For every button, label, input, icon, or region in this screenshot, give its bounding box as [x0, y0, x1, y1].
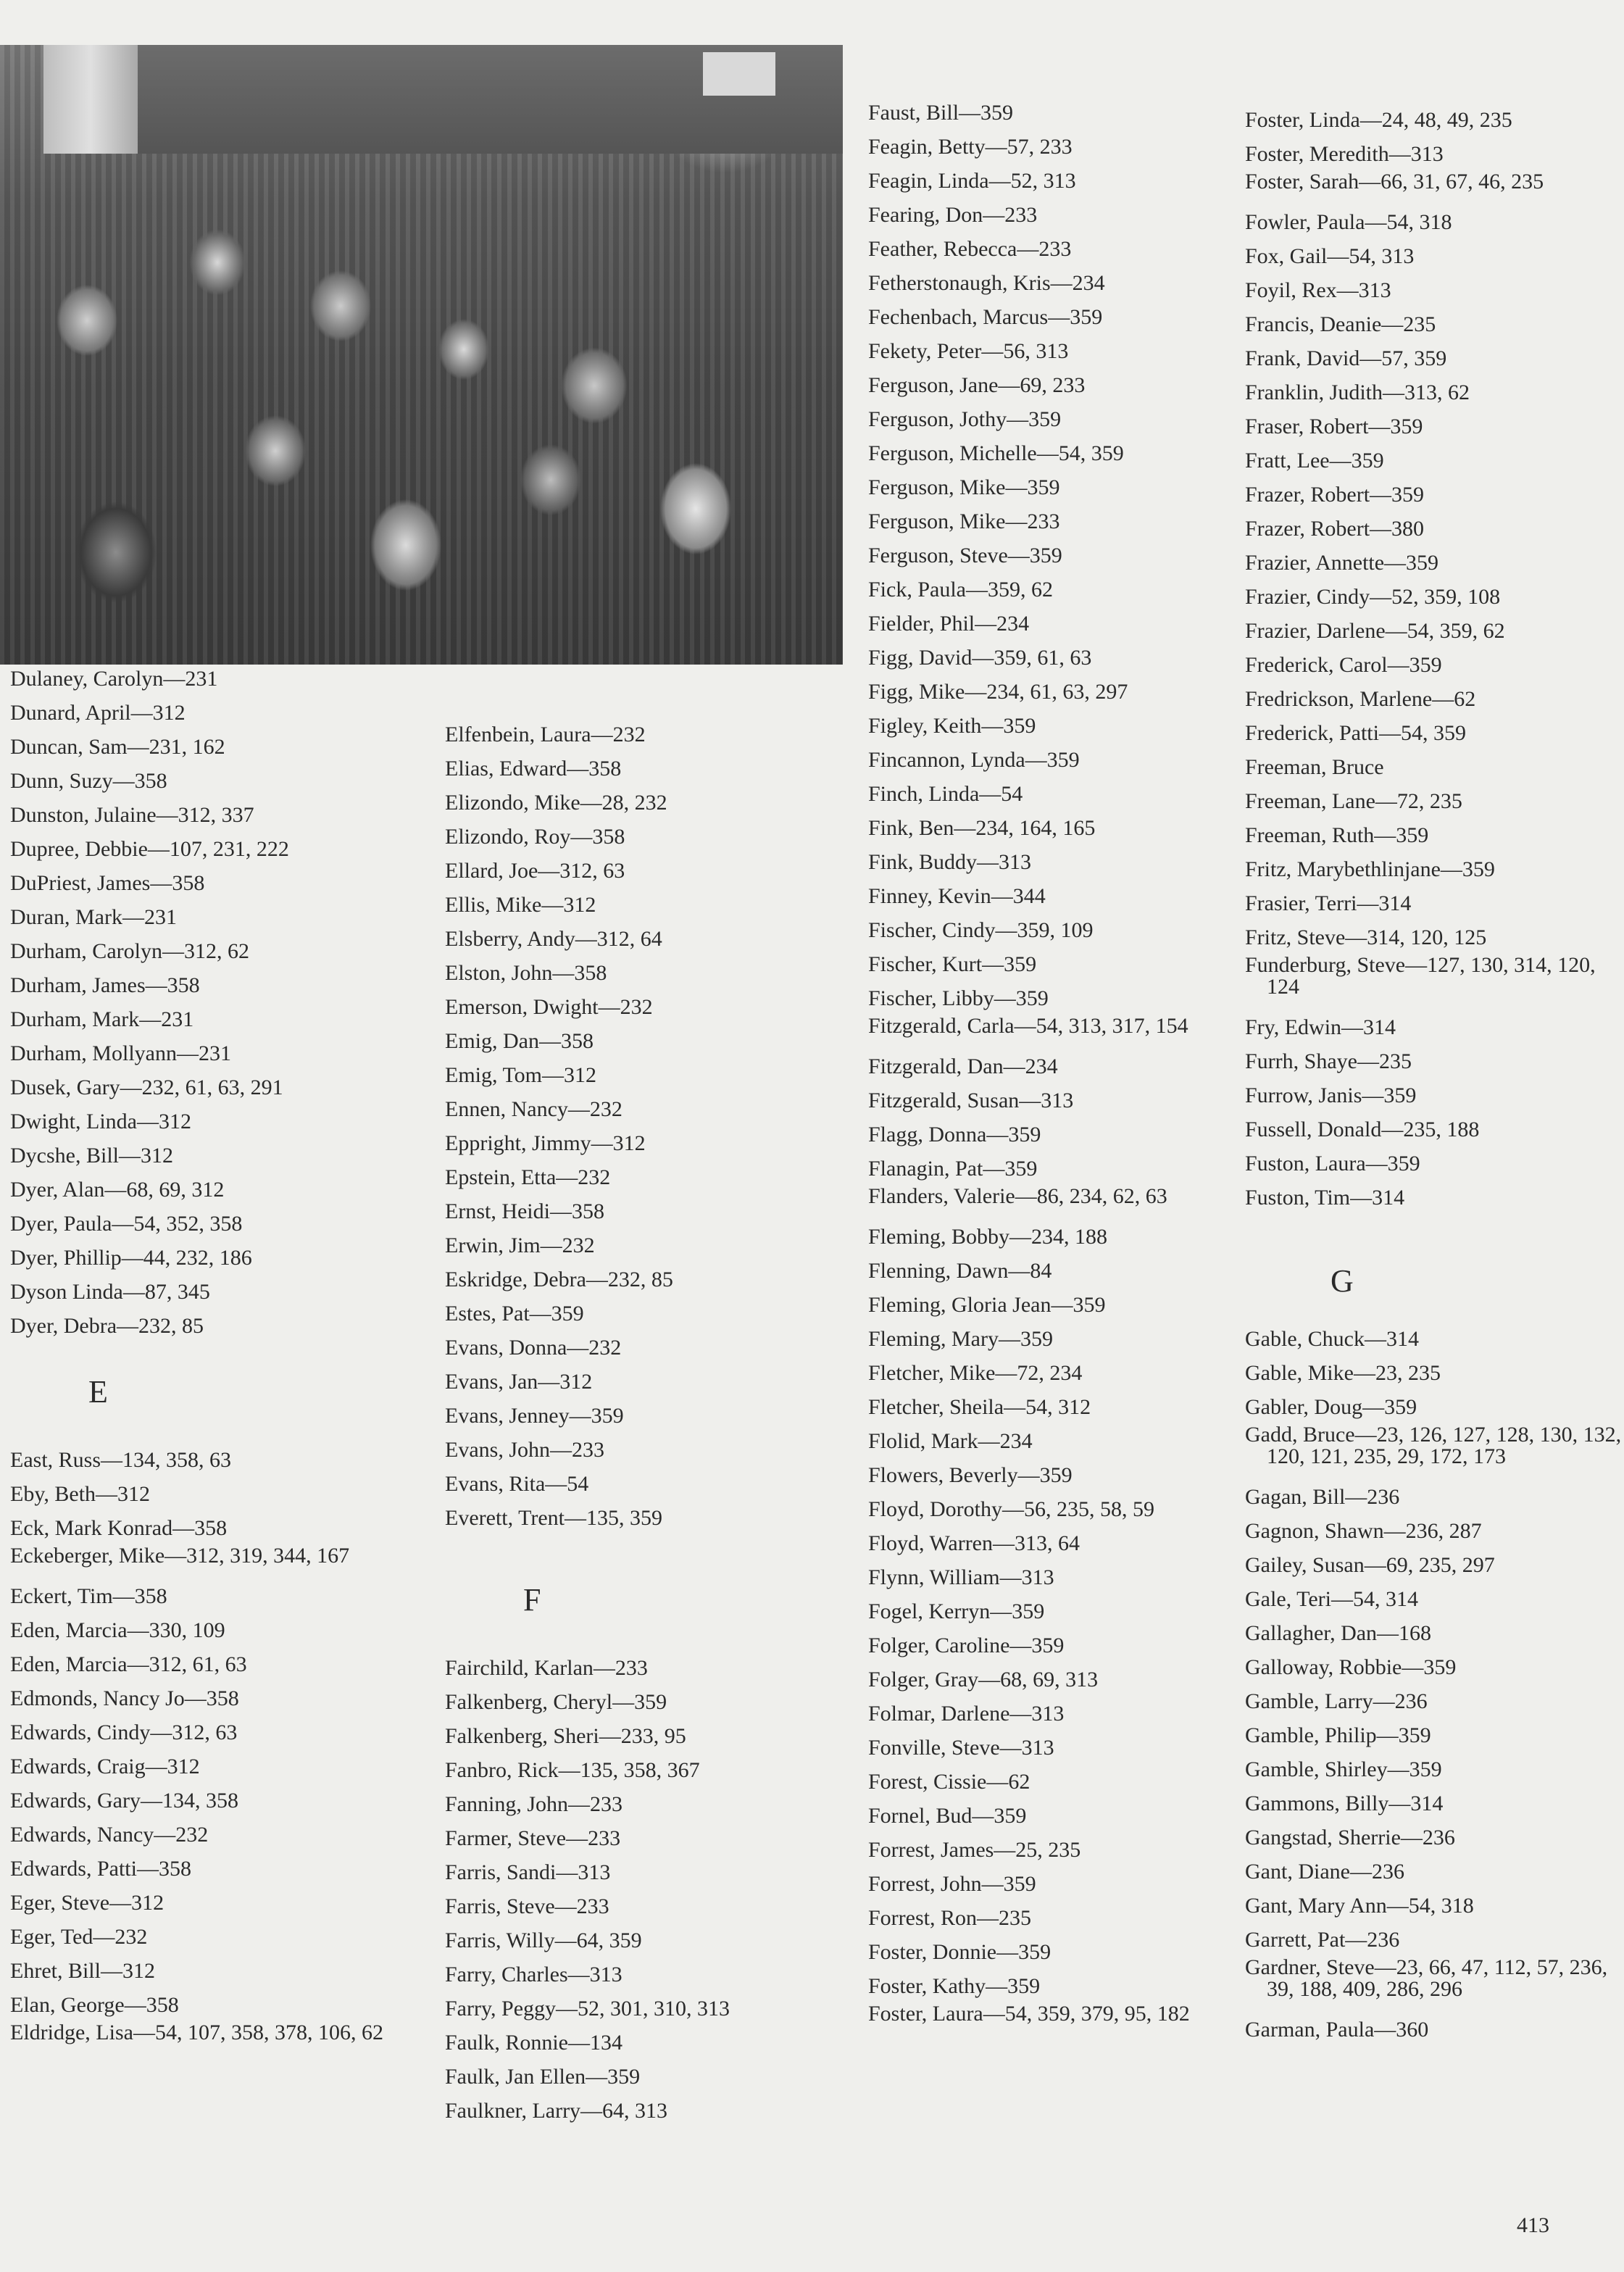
index-entry: Fick, Paula—359, 62	[868, 578, 1053, 602]
index-entry: Foster, Donnie—359	[868, 1940, 1052, 1964]
index-entry: Eden, Marcia—330, 109	[10, 1618, 225, 1642]
index-entry: Fletcher, Mike—72, 234	[868, 1361, 1083, 1385]
index-entry: Dwight, Linda—312	[10, 1110, 191, 1133]
index-entry: Fitzgerald, Carla—54, 313, 317, 154	[868, 1014, 1188, 1038]
index-entry: Fuston, Laura—359	[1245, 1152, 1420, 1175]
index-entry: Fraser, Robert—359	[1245, 415, 1423, 438]
index-entry: Gamble, Shirley—359	[1245, 1757, 1442, 1781]
index-entry: Garman, Paula—360	[1245, 2018, 1429, 2042]
index-entry: Gabler, Doug—359	[1245, 1395, 1417, 1419]
index-entry: Elfenbein, Laura—232	[445, 723, 646, 746]
index-entry: Dyer, Debra—232, 85	[10, 1314, 204, 1338]
index-entry: Fratt, Lee—359	[1245, 449, 1384, 473]
index-entry: Garrett, Pat—236	[1245, 1928, 1400, 1952]
index-entry: Flynn, William—313	[868, 1565, 1054, 1589]
photo-pillar	[43, 45, 138, 154]
index-entry: Eden, Marcia—312, 61, 63	[10, 1652, 247, 1676]
index-entry: Fritz, Marybethlinjane—359	[1245, 857, 1495, 881]
index-entry: Faulk, Ronnie—134	[445, 2031, 622, 2055]
index-entry: Foster, Meredith—313	[1245, 142, 1444, 166]
index-entry: Edwards, Cindy—312, 63	[10, 1720, 238, 1744]
index-entry: Falkenberg, Cheryl—359	[445, 1690, 667, 1714]
index-entry: Floyd, Dorothy—56, 235, 58, 59	[868, 1497, 1155, 1521]
index-entry: Fonville, Steve—313	[868, 1736, 1054, 1760]
index-entry: Elizondo, Roy—358	[445, 825, 625, 849]
index-entry: Freeman, Ruth—359	[1245, 823, 1429, 847]
index-entry: Edwards, Nancy—232	[10, 1823, 209, 1847]
page-number: 413	[1517, 2213, 1549, 2237]
index-entry: Dycshe, Bill—312	[10, 1144, 173, 1168]
index-entry: Ferguson, Mike—233	[868, 509, 1060, 533]
index-entry: Fearing, Don—233	[868, 203, 1038, 227]
index-entry: Edwards, Craig—312	[10, 1755, 200, 1778]
index-entry: Ernst, Heidi—358	[445, 1199, 604, 1223]
index-entry: Folmar, Darlene—313	[868, 1702, 1065, 1726]
index-entry: Eck, Mark Konrad—358	[10, 1516, 228, 1540]
index-entry: Fetherstonaugh, Kris—234	[868, 271, 1105, 295]
index-entry: Ferguson, Michelle—54, 359	[868, 441, 1124, 465]
index-entry: Freeman, Bruce	[1245, 755, 1384, 779]
index-column-3	[868, 96, 1245, 2037]
index-column-2	[445, 717, 851, 2128]
index-entry: Forrest, Ron—235	[868, 1906, 1031, 1930]
index-entry: Fitzgerald, Susan—313	[868, 1089, 1074, 1112]
index-entry: Flanders, Valerie—86, 234, 62, 63	[868, 1184, 1167, 1208]
index-entry: Farris, Sandi—313	[445, 1860, 611, 1884]
index-entry: Edwards, Patti—358	[10, 1857, 191, 1881]
index-entry: Dyer, Phillip—44, 232, 186	[10, 1246, 252, 1270]
index-entry: Fritz, Steve—314, 120, 125	[1245, 925, 1487, 949]
index-entry: Edmonds, Nancy Jo—358	[10, 1686, 239, 1710]
index-entry: Fanbro, Rick—135, 358, 367	[445, 1758, 700, 1782]
index-entry: Elston, John—358	[445, 961, 607, 985]
index-entry: Farry, Peggy—52, 301, 310, 313	[445, 1997, 730, 2021]
index-entry: Emig, Dan—358	[445, 1029, 594, 1053]
index-entry: Fanning, John—233	[445, 1792, 623, 1816]
index-entry: Fischer, Kurt—359	[868, 952, 1037, 976]
index-entry: Galloway, Robbie—359	[1245, 1655, 1457, 1679]
index-entry: Ehret, Bill—312	[10, 1959, 155, 1983]
index-entry: Fairchild, Karlan—233	[445, 1656, 648, 1680]
index-entry: Faulk, Jan Ellen—359	[445, 2065, 641, 2089]
index-entry: Fuston, Tim—314	[1245, 1186, 1405, 1210]
index-entry: Flagg, Donna—359	[868, 1123, 1041, 1147]
index-entry: Foyil, Rex—313	[1245, 278, 1391, 302]
index-entry: Eger, Ted—232	[10, 1925, 148, 1949]
index-entry: Frederick, Patti—54, 359	[1245, 721, 1466, 745]
index-entry: Funderburg, Steve—127, 130, 314, 120, 124	[1245, 953, 1596, 999]
index-entry: Figg, Mike—234, 61, 63, 297	[868, 680, 1128, 704]
index-entry: Gant, Diane—236	[1245, 1860, 1404, 1884]
index-entry: Emig, Tom—312	[445, 1063, 597, 1087]
index-entry: Farry, Charles—313	[445, 1963, 622, 1986]
index-entry: East, Russ—134, 358, 63	[10, 1448, 232, 1472]
index-entry: Frasier, Terri—314	[1245, 891, 1412, 915]
index-entry: Farris, Steve—233	[445, 1894, 609, 1918]
index-entry: Frederick, Carol—359	[1245, 653, 1442, 677]
index-entry: Fornel, Bud—359	[868, 1804, 1027, 1828]
index-entry: Eby, Beth—312	[10, 1482, 151, 1506]
index-entry: Forrest, James—25, 235	[868, 1838, 1081, 1862]
index-entry: Flolid, Mark—234	[868, 1429, 1033, 1453]
index-entry: Fitzgerald, Dan—234	[868, 1054, 1058, 1078]
index-entry: Forrest, John—359	[868, 1872, 1036, 1896]
index-entry: Gale, Teri—54, 314	[1245, 1587, 1418, 1611]
index-entry: Frank, David—57, 359	[1245, 346, 1447, 370]
index-entry: Eckert, Tim—358	[10, 1584, 167, 1608]
index-entry: Gable, Chuck—314	[1245, 1327, 1419, 1351]
index-entry: Folger, Gray—68, 69, 313	[868, 1668, 1099, 1691]
index-entry: Edwards, Gary—134, 358	[10, 1789, 238, 1813]
index-entry: Frazier, Annette—359	[1245, 551, 1439, 575]
index-entry: Dyson Linda—87, 345	[10, 1280, 210, 1304]
photo-window	[703, 52, 775, 96]
index-entry: Fletcher, Sheila—54, 312	[868, 1395, 1091, 1419]
index-entry: Foster, Sarah—66, 31, 67, 46, 235	[1245, 170, 1544, 194]
index-entry: Fleming, Mary—359	[868, 1327, 1053, 1351]
index-entry: Folger, Caroline—359	[868, 1634, 1065, 1657]
index-entry: Fowler, Paula—54, 318	[1245, 210, 1452, 234]
index-entry: Franklin, Judith—313, 62	[1245, 380, 1470, 404]
index-entry: Fekety, Peter—56, 313	[868, 339, 1069, 363]
index-entry: Gadd, Bruce—23, 126, 127, 128, 130, 132, 120, 121, 235, 29, 172, 173	[1245, 1423, 1622, 1468]
index-entry: Fischer, Cindy—359, 109	[868, 918, 1094, 942]
index-entry: Flenning, Dawn—84	[868, 1259, 1052, 1283]
index-entry: Ferguson, Steve—359	[868, 544, 1062, 567]
index-entry: Eppright, Jimmy—312	[445, 1131, 646, 1155]
index-entry: Eldridge, Lisa—54, 107, 358, 378, 106, 62	[10, 2021, 383, 2044]
index-entry: Gable, Mike—23, 235	[1245, 1361, 1441, 1385]
index-entry: Duncan, Sam—231, 162	[10, 735, 225, 759]
index-entry: Frazer, Robert—380	[1245, 517, 1425, 541]
index-entry: Freeman, Lane—72, 235	[1245, 789, 1462, 813]
index-entry: Evans, Donna—232	[445, 1336, 622, 1360]
index-entry: Gant, Mary Ann—54, 318	[1245, 1894, 1474, 1918]
index-entry: Elias, Edward—358	[445, 757, 622, 781]
index-entry: Foster, Laura—54, 359, 379, 95, 182	[868, 2002, 1190, 2026]
index-entry: Fry, Edwin—314	[1245, 1015, 1396, 1039]
index-entry: Fredrickson, Marlene—62	[1245, 687, 1476, 711]
index-entry: Durham, Mark—231	[10, 1007, 194, 1031]
section-letter-heading: G	[1331, 1263, 1354, 1299]
index-entry: Francis, Deanie—235	[1245, 312, 1436, 336]
index-entry: Farris, Willy—64, 359	[445, 1928, 642, 1952]
index-entry: Dusek, Gary—232, 61, 63, 291	[10, 1075, 283, 1099]
index-entry: Fechenbach, Marcus—359	[868, 305, 1103, 329]
index-entry: Dunn, Suzy—358	[10, 769, 167, 793]
index-entry: Evans, Jan—312	[445, 1370, 593, 1394]
index-entry: Gamble, Philip—359	[1245, 1723, 1431, 1747]
index-entry: DuPriest, James—358	[10, 871, 205, 895]
index-entry: Foster, Kathy—359	[868, 1974, 1041, 1998]
index-entry: Fogel, Kerryn—359	[868, 1599, 1045, 1623]
index-entry: Frazer, Robert—359	[1245, 483, 1425, 507]
index-entry: Evans, Rita—54	[445, 1472, 589, 1496]
index-entry: Elizondo, Mike—28, 232	[445, 791, 667, 815]
index-entry: Finch, Linda—54	[868, 782, 1023, 806]
index-entry: Ennen, Nancy—232	[445, 1097, 622, 1121]
index-entry: Ferguson, Jothy—359	[868, 407, 1062, 431]
index-entry: Gardner, Steve—23, 66, 47, 112, 57, 236, 39, 188, 409, 286, 296	[1245, 1955, 1608, 2001]
index-entry: Ellis, Mike—312	[445, 893, 596, 917]
index-entry: Feather, Rebecca—233	[868, 237, 1072, 261]
index-entry: Dyer, Alan—68, 69, 312	[10, 1178, 225, 1202]
index-entry: Fischer, Libby—359	[868, 986, 1049, 1010]
index-entry: Figley, Keith—359	[868, 714, 1036, 738]
index-entry: Frazier, Cindy—52, 359, 108	[1245, 585, 1501, 609]
index-entry: Fox, Gail—54, 313	[1245, 244, 1415, 268]
index-entry: Evans, Jenney—359	[445, 1404, 624, 1428]
index-entry: Fink, Buddy—313	[868, 850, 1032, 874]
index-entry: Fleming, Bobby—234, 188	[868, 1225, 1108, 1249]
index-entry: Ellard, Joe—312, 63	[445, 859, 625, 883]
index-entry: Foster, Linda—24, 48, 49, 235	[1245, 108, 1512, 132]
index-entry: Furrh, Shaye—235	[1245, 1049, 1412, 1073]
index-entry: Gailey, Susan—69, 235, 297	[1245, 1553, 1495, 1577]
index-entry: Falkenberg, Sheri—233, 95	[445, 1724, 686, 1748]
index-entry: Fielder, Phil—234	[868, 612, 1030, 636]
index-entry: Gagan, Bill—236	[1245, 1485, 1400, 1509]
index-entry: Eger, Steve—312	[10, 1891, 165, 1915]
index-entry: Gangstad, Sherrie—236	[1245, 1826, 1455, 1849]
index-entry: Evans, John—233	[445, 1438, 604, 1462]
index-entry: Finney, Kevin—344	[868, 884, 1046, 908]
index-entry: Frazier, Darlene—54, 359, 62	[1245, 619, 1505, 643]
index-entry: Elan, George—358	[10, 1993, 179, 2017]
index-entry: Ferguson, Mike—359	[868, 475, 1060, 499]
index-entry: Gammons, Billy—314	[1245, 1792, 1444, 1815]
index-entry: Epstein, Etta—232	[445, 1165, 611, 1189]
index-entry: Fincannon, Lynda—359	[868, 748, 1080, 772]
index-entry: Dyer, Paula—54, 352, 358	[10, 1212, 243, 1236]
index-entry: Durham, Mollyann—231	[10, 1041, 231, 1065]
index-entry: Gallagher, Dan—168	[1245, 1621, 1432, 1645]
index-entry: Faust, Bill—359	[868, 101, 1014, 125]
index-entry: Eckeberger, Mike—312, 319, 344, 167	[10, 1544, 350, 1568]
index-entry: Fleming, Gloria Jean—359	[868, 1293, 1106, 1317]
index-entry: Elsberry, Andy—312, 64	[445, 927, 662, 951]
index-entry: Fink, Ben—234, 164, 165	[868, 816, 1096, 840]
index-entry: Figg, David—359, 61, 63	[868, 646, 1092, 670]
index-entry: Dupree, Debbie—107, 231, 222	[10, 837, 289, 861]
index-entry: Erwin, Jim—232	[445, 1233, 595, 1257]
section-letter-heading: E	[88, 1374, 108, 1410]
index-entry: Fussell, Donald—235, 188	[1245, 1118, 1480, 1141]
index-entry: Feagin, Linda—52, 313	[868, 169, 1076, 193]
index-entry: Gagnon, Shawn—236, 287	[1245, 1519, 1482, 1543]
index-entry: Dunard, April—312	[10, 701, 186, 725]
index-entry: Emerson, Dwight—232	[445, 995, 653, 1019]
index-entry: Flanagin, Pat—359	[868, 1157, 1038, 1181]
index-entry: Floyd, Warren—313, 64	[868, 1531, 1080, 1555]
index-column-4	[1245, 103, 1622, 2047]
index-entry: Furrow, Janis—359	[1245, 1083, 1417, 1107]
index-entry: Gamble, Larry—236	[1245, 1689, 1428, 1713]
index-entry: Ferguson, Jane—69, 233	[868, 373, 1086, 397]
index-entry: Durham, James—358	[10, 973, 200, 997]
index-entry: Dunston, Julaine—312, 337	[10, 803, 254, 827]
index-entry: Everett, Trent—135, 359	[445, 1506, 662, 1530]
index-entry: Durham, Carolyn—312, 62	[10, 939, 249, 963]
index-entry: Forest, Cissie—62	[868, 1770, 1030, 1794]
index-entry: Faulkner, Larry—64, 313	[445, 2099, 668, 2123]
crowd-photo	[0, 45, 843, 665]
index-entry: Feagin, Betty—57, 233	[868, 135, 1073, 159]
index-entry: Farmer, Steve—233	[445, 1826, 621, 1850]
index-column-1	[10, 662, 416, 2056]
index-entry: Dulaney, Carolyn—231	[10, 667, 218, 691]
index-entry: Duran, Mark—231	[10, 905, 177, 929]
index-entry: Flowers, Beverly—359	[868, 1463, 1073, 1487]
section-letter-heading: F	[523, 1582, 541, 1618]
index-entry: Estes, Pat—359	[445, 1302, 584, 1326]
index-entry: Eskridge, Debra—232, 85	[445, 1268, 673, 1291]
